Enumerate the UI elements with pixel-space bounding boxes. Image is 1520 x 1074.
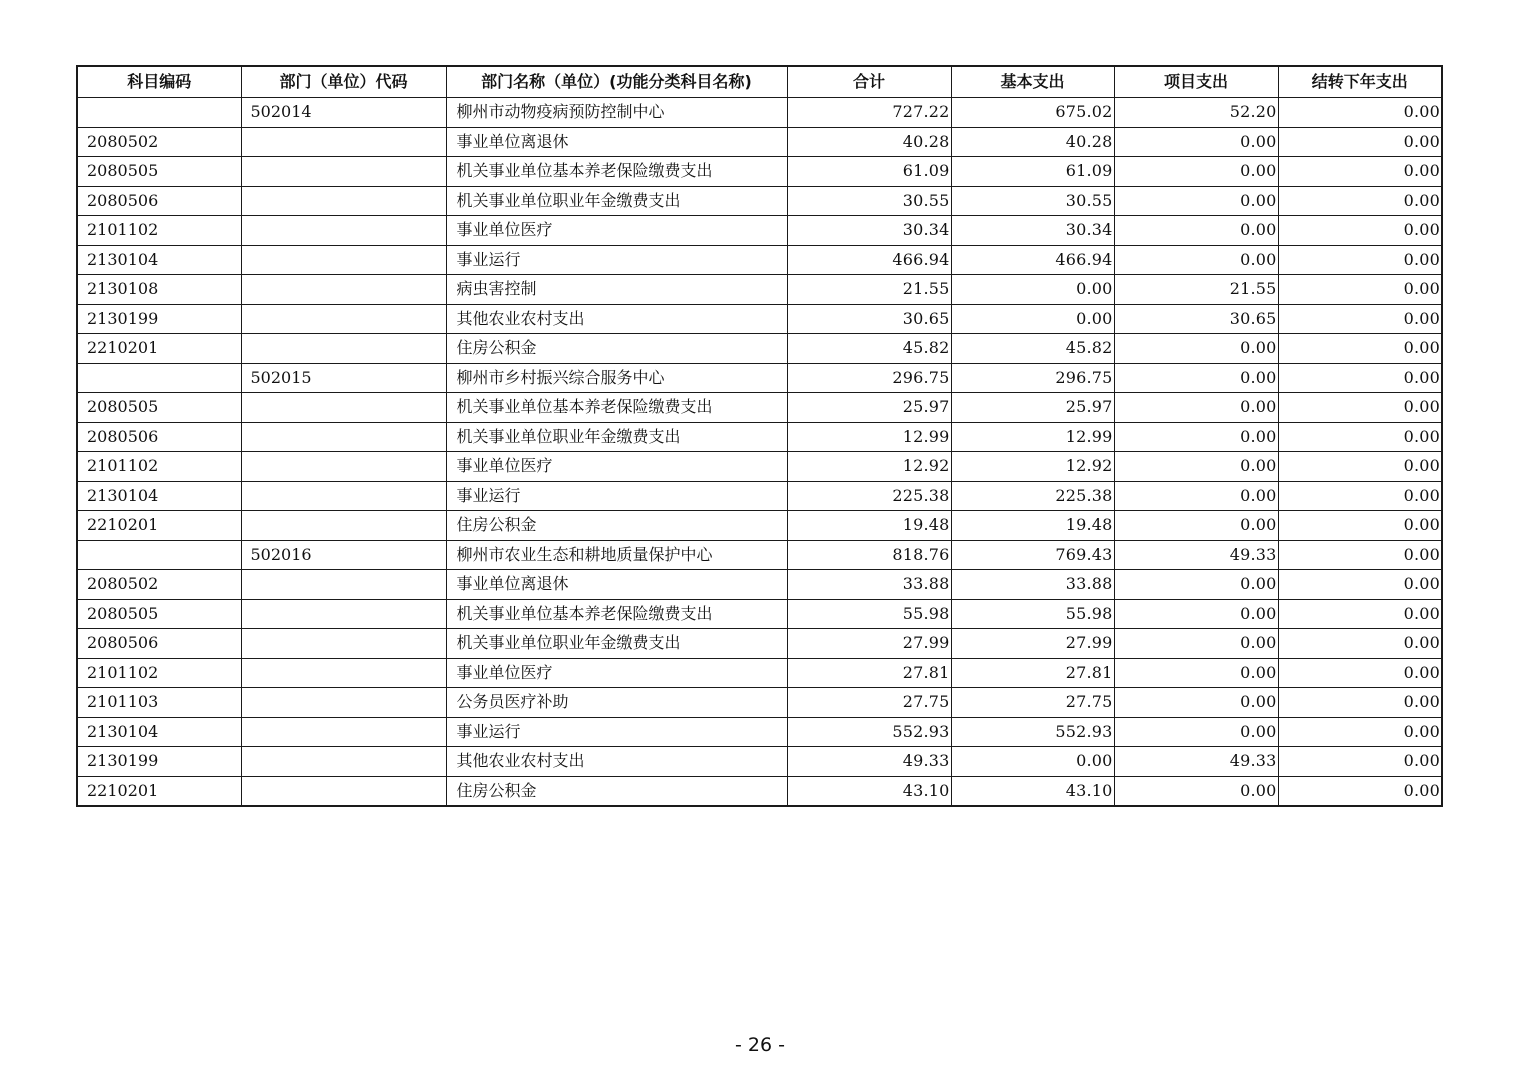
cell-subject-code: 2080502 xyxy=(77,127,241,157)
cell-project-expenditure: 0.00 xyxy=(1114,334,1278,364)
cell-dept-name: 其他农业农村支出 xyxy=(446,304,787,334)
cell-project-expenditure: 0.00 xyxy=(1114,186,1278,216)
cell-basic-expenditure: 0.00 xyxy=(951,275,1114,305)
cell-dept-code xyxy=(241,127,446,157)
cell-subject-code: 2080502 xyxy=(77,570,241,600)
cell-dept-name: 事业单位离退休 xyxy=(446,570,787,600)
cell-dept-name: 机关事业单位基本养老保险缴费支出 xyxy=(446,157,787,187)
table-row xyxy=(77,658,1442,688)
cell-basic-expenditure: 0.00 xyxy=(951,304,1114,334)
cell-dept-name: 柳州市乡村振兴综合服务中心 xyxy=(446,363,787,393)
cell-carryover: 0.00 xyxy=(1278,570,1442,600)
cell-project-expenditure: 49.33 xyxy=(1114,540,1278,570)
table-row xyxy=(77,216,1442,246)
cell-subject-code: 2130199 xyxy=(77,304,241,334)
cell-subject-code: 2210201 xyxy=(77,511,241,541)
cell-dept-code xyxy=(241,717,446,747)
cell-carryover: 0.00 xyxy=(1278,393,1442,423)
header-subject-code: 科目编码 xyxy=(77,66,241,98)
cell-carryover: 0.00 xyxy=(1278,216,1442,246)
cell-total: 30.55 xyxy=(787,186,951,216)
cell-carryover: 0.00 xyxy=(1278,629,1442,659)
cell-project-expenditure: 0.00 xyxy=(1114,658,1278,688)
table-row xyxy=(77,127,1442,157)
cell-total: 45.82 xyxy=(787,334,951,364)
cell-total: 27.81 xyxy=(787,658,951,688)
cell-project-expenditure: 0.00 xyxy=(1114,452,1278,482)
cell-dept-code xyxy=(241,511,446,541)
cell-dept-code xyxy=(241,481,446,511)
cell-basic-expenditure: 0.00 xyxy=(951,747,1114,777)
cell-basic-expenditure: 552.93 xyxy=(951,717,1114,747)
cell-dept-name: 事业运行 xyxy=(446,481,787,511)
cell-subject-code: 2080505 xyxy=(77,599,241,629)
table-header xyxy=(77,66,1442,98)
table-row xyxy=(77,422,1442,452)
cell-project-expenditure: 0.00 xyxy=(1114,393,1278,423)
cell-dept-code: 502015 xyxy=(241,363,446,393)
cell-dept-code xyxy=(241,422,446,452)
table-row xyxy=(77,629,1442,659)
cell-subject-code: 2080506 xyxy=(77,186,241,216)
cell-carryover: 0.00 xyxy=(1278,245,1442,275)
cell-total: 19.48 xyxy=(787,511,951,541)
cell-dept-code xyxy=(241,688,446,718)
cell-project-expenditure: 49.33 xyxy=(1114,747,1278,777)
cell-project-expenditure: 0.00 xyxy=(1114,599,1278,629)
cell-subject-code: 2101103 xyxy=(77,688,241,718)
cell-dept-code: 502016 xyxy=(241,540,446,570)
cell-dept-code xyxy=(241,334,446,364)
header-dept-name: 部门名称（单位）(功能分类科目名称) xyxy=(446,66,787,98)
header-carryover: 结转下年支出 xyxy=(1278,66,1442,98)
cell-basic-expenditure: 43.10 xyxy=(951,776,1114,806)
header-total: 合计 xyxy=(787,66,951,98)
table-row xyxy=(77,275,1442,305)
table-row xyxy=(77,363,1442,393)
cell-project-expenditure: 0.00 xyxy=(1114,127,1278,157)
table-row xyxy=(77,245,1442,275)
table-row xyxy=(77,776,1442,806)
cell-project-expenditure: 0.00 xyxy=(1114,688,1278,718)
cell-carryover: 0.00 xyxy=(1278,599,1442,629)
cell-total: 55.98 xyxy=(787,599,951,629)
cell-carryover: 0.00 xyxy=(1278,511,1442,541)
cell-carryover: 0.00 xyxy=(1278,186,1442,216)
cell-total: 21.55 xyxy=(787,275,951,305)
cell-project-expenditure: 0.00 xyxy=(1114,629,1278,659)
cell-basic-expenditure: 769.43 xyxy=(951,540,1114,570)
cell-dept-name: 柳州市动物疫病预防控制中心 xyxy=(446,98,787,128)
cell-subject-code: 2130199 xyxy=(77,747,241,777)
cell-dept-code xyxy=(241,393,446,423)
cell-carryover: 0.00 xyxy=(1278,717,1442,747)
table-row xyxy=(77,393,1442,423)
cell-project-expenditure: 0.00 xyxy=(1114,570,1278,600)
cell-total: 30.65 xyxy=(787,304,951,334)
cell-subject-code: 2080506 xyxy=(77,422,241,452)
cell-dept-name: 事业运行 xyxy=(446,717,787,747)
table-row xyxy=(77,540,1442,570)
cell-basic-expenditure: 33.88 xyxy=(951,570,1114,600)
header-basic-expenditure: 基本支出 xyxy=(951,66,1114,98)
cell-basic-expenditure: 55.98 xyxy=(951,599,1114,629)
cell-basic-expenditure: 466.94 xyxy=(951,245,1114,275)
cell-subject-code: 2101102 xyxy=(77,658,241,688)
cell-dept-name: 其他农业农村支出 xyxy=(446,747,787,777)
cell-carryover: 0.00 xyxy=(1278,157,1442,187)
cell-subject-code: 2101102 xyxy=(77,216,241,246)
cell-total: 33.88 xyxy=(787,570,951,600)
cell-project-expenditure: 0.00 xyxy=(1114,245,1278,275)
cell-dept-name: 机关事业单位职业年金缴费支出 xyxy=(446,629,787,659)
cell-dept-name: 住房公积金 xyxy=(446,334,787,364)
cell-total: 27.75 xyxy=(787,688,951,718)
table-row xyxy=(77,186,1442,216)
cell-dept-name: 住房公积金 xyxy=(446,776,787,806)
cell-subject-code xyxy=(77,540,241,570)
cell-subject-code: 2080505 xyxy=(77,393,241,423)
budget-table xyxy=(76,65,1443,807)
cell-basic-expenditure: 30.34 xyxy=(951,216,1114,246)
cell-project-expenditure: 21.55 xyxy=(1114,275,1278,305)
cell-dept-name: 公务员医疗补助 xyxy=(446,688,787,718)
cell-dept-name: 机关事业单位基本养老保险缴费支出 xyxy=(446,393,787,423)
cell-carryover: 0.00 xyxy=(1278,658,1442,688)
header-project-expenditure: 项目支出 xyxy=(1114,66,1278,98)
table-row xyxy=(77,304,1442,334)
table-row xyxy=(77,334,1442,364)
cell-dept-code: 502014 xyxy=(241,98,446,128)
cell-total: 466.94 xyxy=(787,245,951,275)
cell-project-expenditure: 30.65 xyxy=(1114,304,1278,334)
cell-subject-code xyxy=(77,98,241,128)
cell-dept-code xyxy=(241,186,446,216)
cell-dept-name: 事业单位医疗 xyxy=(446,658,787,688)
cell-dept-code xyxy=(241,570,446,600)
cell-basic-expenditure: 25.97 xyxy=(951,393,1114,423)
cell-basic-expenditure: 12.92 xyxy=(951,452,1114,482)
cell-carryover: 0.00 xyxy=(1278,334,1442,364)
cell-carryover: 0.00 xyxy=(1278,127,1442,157)
cell-carryover: 0.00 xyxy=(1278,422,1442,452)
table-row xyxy=(77,98,1442,128)
cell-subject-code: 2210201 xyxy=(77,776,241,806)
table-row xyxy=(77,481,1442,511)
cell-total: 30.34 xyxy=(787,216,951,246)
cell-basic-expenditure: 19.48 xyxy=(951,511,1114,541)
cell-basic-expenditure: 27.75 xyxy=(951,688,1114,718)
cell-dept-name: 柳州市农业生态和耕地质量保护中心 xyxy=(446,540,787,570)
cell-carryover: 0.00 xyxy=(1278,304,1442,334)
table-body xyxy=(77,98,1442,807)
table-row xyxy=(77,452,1442,482)
cell-dept-name: 事业单位离退休 xyxy=(446,127,787,157)
cell-carryover: 0.00 xyxy=(1278,275,1442,305)
cell-dept-code xyxy=(241,747,446,777)
cell-subject-code: 2130104 xyxy=(77,481,241,511)
cell-dept-name: 机关事业单位基本养老保险缴费支出 xyxy=(446,599,787,629)
cell-carryover: 0.00 xyxy=(1278,747,1442,777)
cell-dept-code xyxy=(241,157,446,187)
cell-basic-expenditure: 40.28 xyxy=(951,127,1114,157)
cell-basic-expenditure: 27.99 xyxy=(951,629,1114,659)
cell-project-expenditure: 0.00 xyxy=(1114,717,1278,747)
table-row xyxy=(77,688,1442,718)
table-row xyxy=(77,570,1442,600)
cell-project-expenditure: 0.00 xyxy=(1114,157,1278,187)
cell-dept-code xyxy=(241,776,446,806)
cell-carryover: 0.00 xyxy=(1278,540,1442,570)
cell-basic-expenditure: 27.81 xyxy=(951,658,1114,688)
cell-dept-name: 事业运行 xyxy=(446,245,787,275)
cell-basic-expenditure: 225.38 xyxy=(951,481,1114,511)
cell-total: 225.38 xyxy=(787,481,951,511)
header-dept-code: 部门（单位）代码 xyxy=(241,66,446,98)
cell-total: 12.99 xyxy=(787,422,951,452)
cell-project-expenditure: 52.20 xyxy=(1114,98,1278,128)
cell-dept-code xyxy=(241,452,446,482)
cell-subject-code: 2130104 xyxy=(77,245,241,275)
cell-carryover: 0.00 xyxy=(1278,688,1442,718)
cell-dept-code xyxy=(241,275,446,305)
cell-dept-name: 机关事业单位职业年金缴费支出 xyxy=(446,186,787,216)
cell-dept-code xyxy=(241,304,446,334)
cell-basic-expenditure: 12.99 xyxy=(951,422,1114,452)
cell-subject-code: 2080505 xyxy=(77,157,241,187)
cell-basic-expenditure: 61.09 xyxy=(951,157,1114,187)
cell-project-expenditure: 0.00 xyxy=(1114,216,1278,246)
table-row xyxy=(77,511,1442,541)
table-row xyxy=(77,747,1442,777)
cell-project-expenditure: 0.00 xyxy=(1114,481,1278,511)
cell-total: 552.93 xyxy=(787,717,951,747)
page-number: - 26 - xyxy=(735,1034,785,1056)
cell-carryover: 0.00 xyxy=(1278,363,1442,393)
cell-carryover: 0.00 xyxy=(1278,98,1442,128)
cell-carryover: 0.00 xyxy=(1278,452,1442,482)
cell-total: 296.75 xyxy=(787,363,951,393)
table-row xyxy=(77,157,1442,187)
cell-total: 49.33 xyxy=(787,747,951,777)
cell-total: 12.92 xyxy=(787,452,951,482)
cell-project-expenditure: 0.00 xyxy=(1114,363,1278,393)
cell-total: 818.76 xyxy=(787,540,951,570)
header-row xyxy=(77,66,1442,98)
cell-total: 25.97 xyxy=(787,393,951,423)
table-row xyxy=(77,599,1442,629)
cell-carryover: 0.00 xyxy=(1278,776,1442,806)
cell-dept-name: 机关事业单位职业年金缴费支出 xyxy=(446,422,787,452)
cell-subject-code: 2210201 xyxy=(77,334,241,364)
cell-basic-expenditure: 296.75 xyxy=(951,363,1114,393)
cell-subject-code: 2101102 xyxy=(77,452,241,482)
cell-subject-code: 2130108 xyxy=(77,275,241,305)
cell-dept-name: 事业单位医疗 xyxy=(446,216,787,246)
cell-subject-code: 2080506 xyxy=(77,629,241,659)
cell-dept-name: 事业单位医疗 xyxy=(446,452,787,482)
cell-total: 43.10 xyxy=(787,776,951,806)
cell-project-expenditure: 0.00 xyxy=(1114,511,1278,541)
cell-dept-code xyxy=(241,245,446,275)
cell-basic-expenditure: 675.02 xyxy=(951,98,1114,128)
cell-dept-code xyxy=(241,658,446,688)
cell-dept-name: 病虫害控制 xyxy=(446,275,787,305)
cell-project-expenditure: 0.00 xyxy=(1114,422,1278,452)
cell-dept-code xyxy=(241,599,446,629)
cell-dept-name: 住房公积金 xyxy=(446,511,787,541)
cell-subject-code: 2130104 xyxy=(77,717,241,747)
cell-total: 61.09 xyxy=(787,157,951,187)
cell-total: 40.28 xyxy=(787,127,951,157)
cell-subject-code xyxy=(77,363,241,393)
cell-total: 27.99 xyxy=(787,629,951,659)
cell-total: 727.22 xyxy=(787,98,951,128)
table-row xyxy=(77,717,1442,747)
cell-basic-expenditure: 45.82 xyxy=(951,334,1114,364)
cell-basic-expenditure: 30.55 xyxy=(951,186,1114,216)
cell-carryover: 0.00 xyxy=(1278,481,1442,511)
cell-dept-code xyxy=(241,629,446,659)
cell-dept-code xyxy=(241,216,446,246)
cell-project-expenditure: 0.00 xyxy=(1114,776,1278,806)
